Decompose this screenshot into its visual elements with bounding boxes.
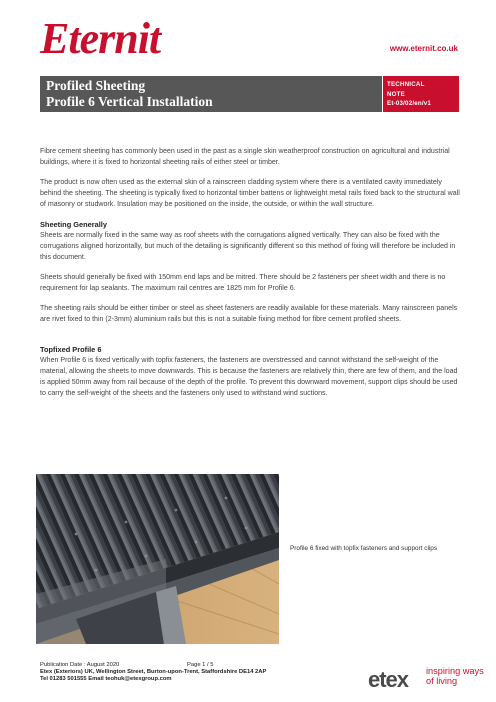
sheeting-paragraph-3: The sheeting rails should be either timber or steel as sheet fasteners are readily available for these materials. Many rainscreen panels are rivet fixed to thin (2-3mm) aluminium rails but this is not a suitable fixing method for fibre cement profiled sheets. — [40, 305, 458, 323]
sheeting-paragraph-2: Sheets should generally be fixed with 150mm end laps and be mitred. There should be 2 fasteners per sheet width and there is no requirement for lap sealants. The maximum rail centres are 1825 mm for Profile 6. — [40, 274, 446, 292]
page-number: Page 1 / 5 — [187, 662, 214, 668]
document-code: Et-03/02/en/v1 — [387, 100, 432, 108]
figure-caption: Profile 6 fixed with topfix fasteners and support clips — [290, 545, 438, 552]
document-subtitle: Profile 6 Vertical Installation — [46, 94, 213, 109]
section-heading-topfixed: Topfixed Profile 6 — [40, 345, 102, 354]
tagline-line-2: of living — [426, 676, 458, 686]
tagline-line-1: inspiring ways — [426, 666, 484, 676]
section-heading-sheeting: Sheeting Generally — [40, 220, 107, 229]
website-link[interactable]: www.eternit.co.uk — [389, 44, 458, 53]
sheeting-photo — [36, 474, 279, 644]
corrugated-sheeting-image — [36, 474, 279, 644]
company-address: Etex (Exteriors) UK, Wellington Street, Burton-upon-Trent, Staffordshire DE14 2AP — [40, 669, 267, 675]
publication-date: Publication Date : August 2020 — [40, 662, 120, 668]
etex-logo: etex — [368, 667, 409, 692]
technical-label: TECHNICAL — [387, 81, 425, 88]
eternit-logo: Eternit — [40, 14, 161, 63]
sheeting-paragraph-1: Sheets are normally fixed in the same way as roof sheets with the corrugations aligned vertically. They can also be fixed with the corrugations aligned horizontally, but much of the detailing is significantly different so this method of fixing will therefore be included in this document. — [40, 232, 456, 261]
contact-details: Tel 01283 501555 Email teohuk@etexgroup.com — [40, 676, 172, 682]
intro-paragraph-2: The product is now often used as the external skin of a rainscreen cladding system where there is a ventilated cavity immediately behind the sheeting. The sheeting is typically fixed to horizontal timber battens or lightweight metal rails fixed back to the structural wall of masonry or studwork. Insulation may be positioned on the inside, the outside, or within the wall structure. — [40, 179, 460, 208]
technical-note-box — [383, 76, 459, 112]
intro-paragraph-1: Fibre cement sheeting has commonly been used in the past as a single skin weatherproof construction on agricultural and industrial buildings, where it is fixed to horizontal sheeting rails of either steel or timber. — [40, 148, 450, 166]
topfixed-paragraph: When Profile 6 is fixed vertically with topfix fasteners, the fasteners are overstressed and cannot withstand the self-weight of the material, allowing the sheets to move downwards. This is because the fasteners are relatively thin, there are few of them, and the load is applied 50mm away from rail because of the depth of the profile. To prevent this downward movement, support clips should be used to carry the self-weight of the sheets and the fasteners only used to withstand wind suctions. — [40, 357, 458, 397]
etex-tagline — [426, 666, 484, 686]
document-title-box — [40, 76, 382, 112]
footer — [40, 662, 266, 683]
main-content — [40, 146, 464, 408]
note-label: NOTE — [387, 90, 405, 98]
document-title: Profiled Sheeting — [46, 78, 146, 93]
